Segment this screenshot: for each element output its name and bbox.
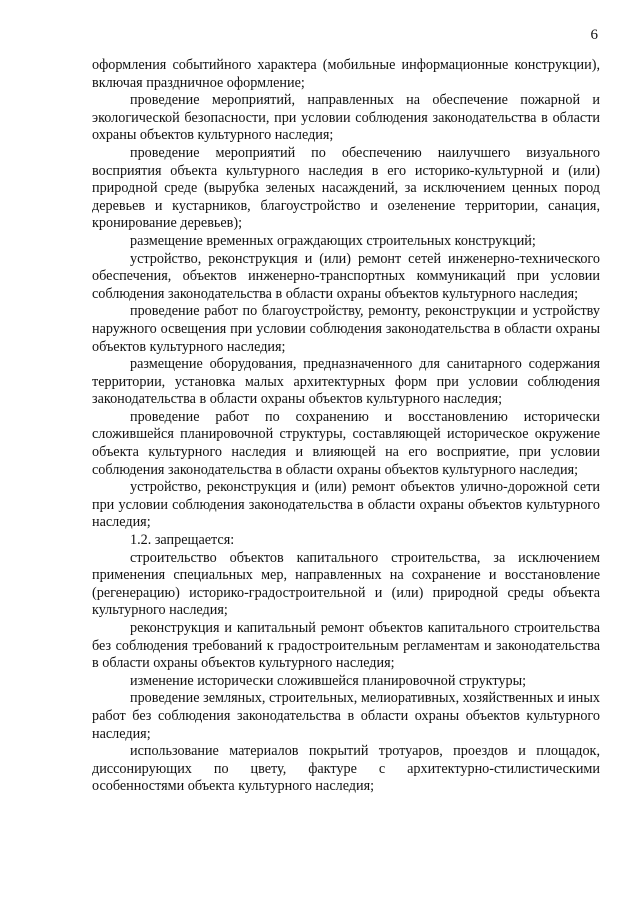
paragraph: проведение мероприятий, направленных на обеспечение пожарной и экологической безопасности, при условии соблюдения законодательства в области охраны объектов культурного наследия;	[92, 92, 600, 144]
paragraph: размещение оборудования, предназначенного для санитарного содержания территории, установка малых архитектурных форм при условии соблюдения законодательства в области охраны объектов культурного наследия;	[92, 356, 600, 408]
paragraph: изменение исторически сложившейся планировочной структуры;	[130, 672, 527, 689]
paragraph: проведение работ по сохранению и восстановлению исторически сложившейся планировочной структуры, составляющей историческое окружение объекта культурного наследия и влияющей на его восприятие, при условии соблюдения законодательства в области охраны объектов культурного наследия;	[92, 408, 600, 478]
section-heading: 1.2. запрещается:	[130, 532, 235, 549]
paragraph: использование материалов покрытий тротуаров, проездов и площадок, диссонирующих по цвету, фактуре с архитектурно-стилистическими особенностями объекта культурного наследия;	[92, 743, 600, 795]
paragraph: проведение работ по благоустройству, ремонту, реконструкции и устройству наружного освещения при условии соблюдения законодательства в области охраны объектов культурного наследия;	[92, 303, 600, 355]
paragraph: строительство объектов капитального строительства, за исключением применения специальных мер, направленных на сохранение и восстановление (регенерацию) историко-градостроительной и (или) природной среды объекта культурного наследия;	[92, 549, 600, 619]
document-body	[92, 57, 600, 796]
paragraph: размещение временных ограждающих строительных конструкций;	[130, 232, 536, 249]
paragraph: устройство, реконструкция и (или) ремонт объектов улично-дорожной сети при условии соблюдения законодательства в области охраны объектов культурного наследия;	[92, 479, 600, 531]
paragraph: проведение мероприятий по обеспечению наилучшего визуального восприятия объекта культурного наследия в его историко-культурной и (или) природной среде (вырубка зеленых насаждений, за исключением ценных пород деревьев и кустарников, благоустройство и озеленение территории, санация, кронирование деревьев);	[92, 144, 600, 232]
paragraph: устройство, реконструкция и (или) ремонт сетей инженерно-технического обеспечения, объектов инженерно-транспортных коммуникаций при условии соблюдения законодательства в области охраны объектов культурного наследия;	[92, 250, 600, 302]
paragraph: оформления событийного характера (мобильные информационные конструкции), включая праздничное оформление;	[92, 57, 600, 91]
page-number: 6	[590, 27, 598, 43]
paragraph: реконструкция и капитальный ремонт объектов капитального строительства без соблюдения требований к градостроительным регламентам и законодательства в области охраны объектов культурного наследия;	[92, 620, 600, 672]
paragraph: проведение земляных, строительных, мелиоративных, хозяйственных и иных работ без соблюдения законодательства в области охраны объектов культурного наследия;	[92, 690, 600, 742]
